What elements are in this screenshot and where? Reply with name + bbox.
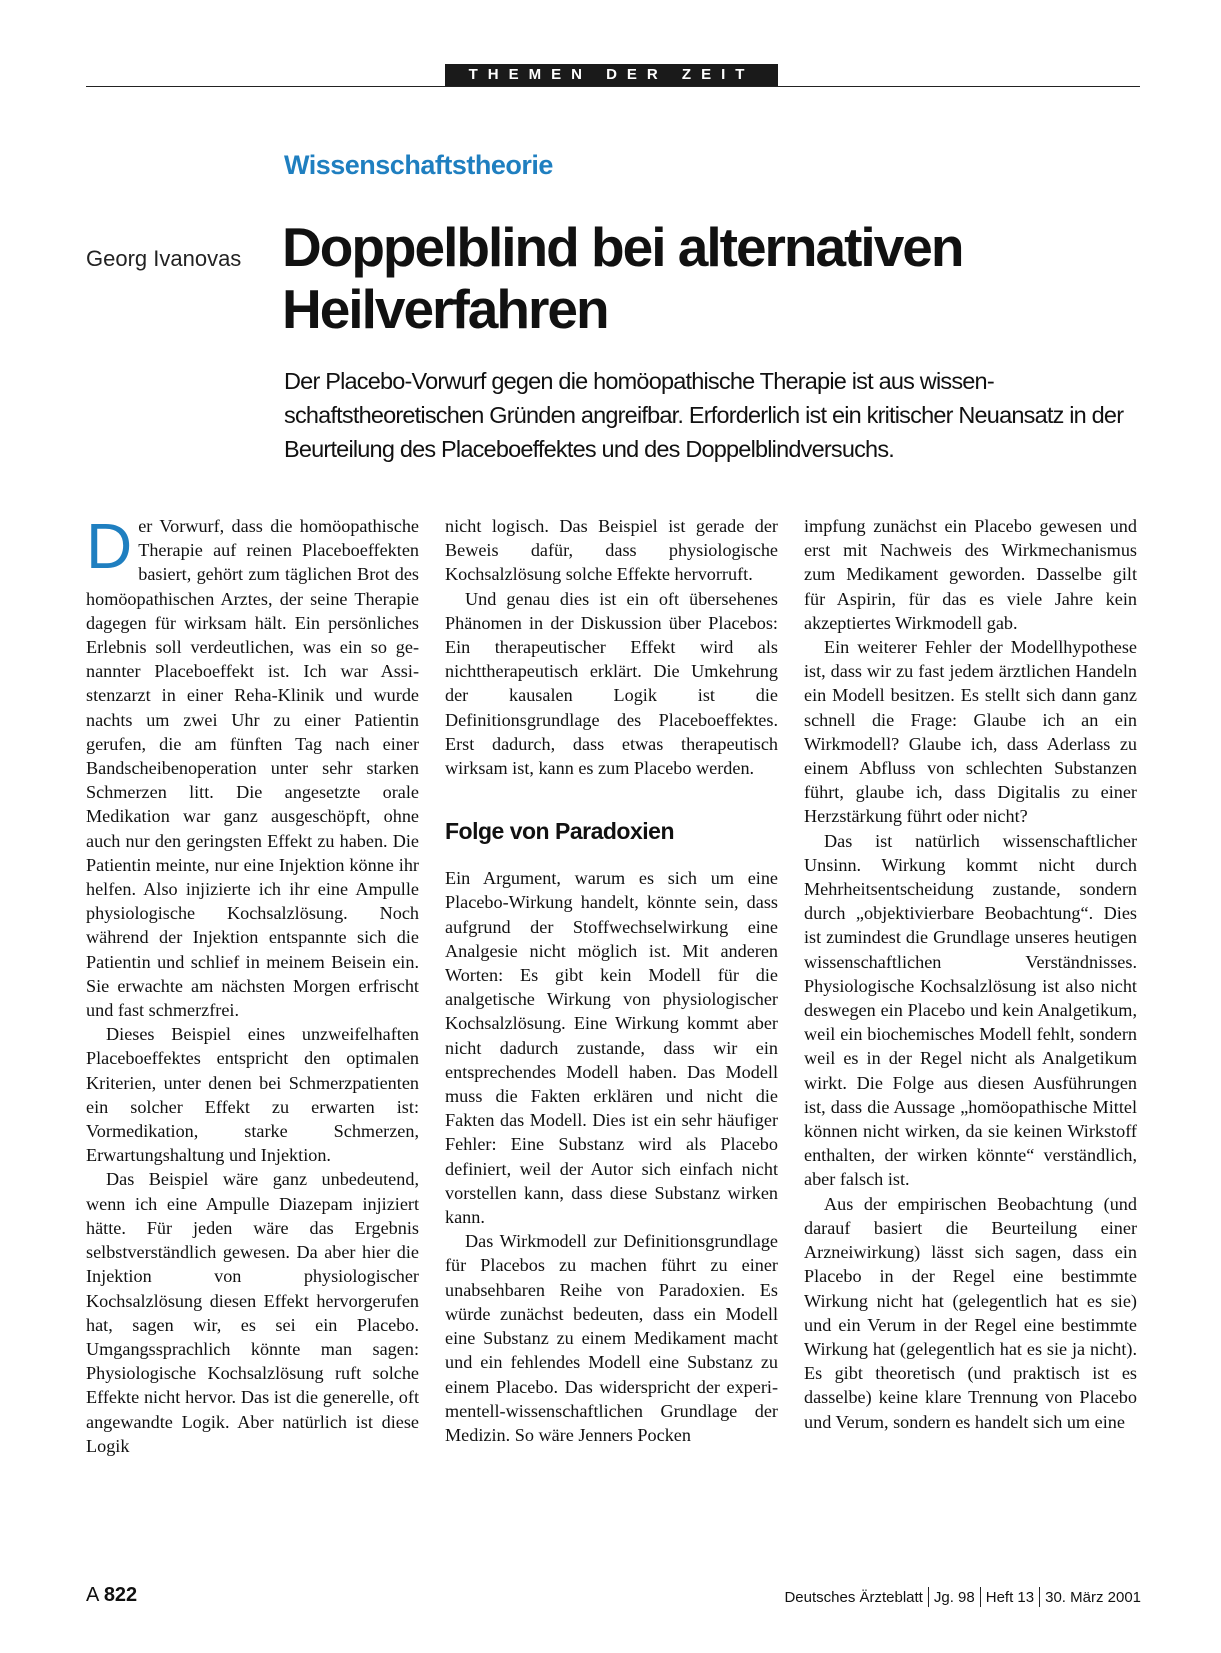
page-number-value: 822 [103,1584,138,1606]
page-number [86,1584,137,1607]
text-column-2 [445,514,778,1447]
article-author: Georg Ivanovas [86,246,242,271]
footer-divider [928,1587,929,1607]
paragraph: Das Beispiel wäre ganz unbedeutend, wenn ich eine Ampulle Diazepam injiziert hätte. Für jeden wäre das Ergebnis selbstverständlich gewesen. Da aber hier die Injektion von physiologischer Kochsalzlösung diesen Effekt hervorgerufen hat, sagen wir, es sei ein Placebo. Umgangssprachlich könnte man sagen: Physiologische Kochsalzlösung ruft solche Effekte nicht hervor. Das ist die generelle, oft angewandte Logik. Aber natürlich ist diese Logik [86,1169,419,1456]
article-title: Doppelblind bei alternativen Heilverfahren [282,216,963,340]
journal-name: Deutsches Ärzteblatt [784,1588,923,1606]
section-heading: Folge von Paradoxien [445,818,674,845]
journal-footer [784,1587,1141,1607]
paragraph-text: er Vorwurf, dass die homöopathische Therapie auf reinen Placeboeffekten basiert, gehört zum täglichen Brot des homöopathischen Arztes, der seine Therapie dagegen für wirksam hält. Ein persönliches Erlebnis soll verdeutlichen, was ein so genannter Placeboeffekt ist. Ich war Assistenzarzt in einer Reha-Klinik und wurde nachts um zwei Uhr zu einer Patientin gerufen, die am fünften Tag nach einer Bandscheibenoperation unter sehr starken Schmerzen litt. Die angesetzte orale Medikation war ganz ausgeschöpft, ohne auch nur den geringsten Effekt zu haben. Die Patientin meinte, nur eine Injektion könne ihr helfen. Also injizierte ich ihr eine Ampulle physiologische Kochsalzlösung. Noch während der Injektion entspannte sich die Patientin und schlief in meinem Beisein ein. Sie erwachte am nächsten Morgen erfrischt und fast schmerzfrei. [86,516,419,1021]
paragraph: Das ist natürlich wissenschaftlicher Unsinn. Wirkung kommt nicht durch Mehrheitsentscheidung zustande, sondern durch „objektivierbare Beobachtung“. Dies ist zumindest die Grundlage unseres heutigen wissenschaftlichen Verständnisses. Physiologische Kochsalzlösung ist also nicht deswegen ein Placebo und kein Analgetikum, weil ein biochemisches Modell fehlt, sondern weil es in der Regel nicht als Analgetikum wirkt. Die Folge aus diesen Ausführungen ist, dass die Aussage „homöopathische Mittel können nicht wirken, da sie keinen Wirkstoff enthalten, der wirken könnte“ verständlich, aber falsch ist. [804,830,1137,1190]
paragraph: Ein Argument, warum es sich um eine Placebo-Wirkung handelt, könnte sein, dass aufgrund der Stoffwechselwirkung eine Analgesie nicht möglich ist. Mit anderen Worten: Es gibt kein Modell für die analgetische Wirkung von physiologischer Kochsalzlösung. Eine Wirkung kommt aber nicht dadurch zustande, dass wir ein entsprechendes Modell haben. Das Modell muss die Fakten erklären und nicht die Fakten das Modell. Dies ist ein sehr häufiger Fehler: Eine Substanz wird als Placebo definiert, weil der Autor sich einfach nicht vorstellen kann, dass diese Substanz wirken kann. [445,868,778,1228]
footer-divider [1039,1587,1040,1607]
paragraph: impfung zunächst ein Placebo gewesen und erst mit Nachweis des Wirkmechanismus zum Medikament geworden. Dasselbe gilt für Aspirin, für das es viele Jahre kein akzeptiertes Wirkmodell gab. [804,516,1137,633]
paragraph: Ein weiterer Fehler der Modellhypothese ist, dass wir zu fast jedem ärztlichen Handeln ein Modell besitzen. Es stellt sich dann ganz schnell die Frage: Glaube ich an ein Wirkmodell? Glaube ich, dass Aderlass zu einem Abfluss von schlechten Substanzen führt, glaube ich, dass Digitalis zu einer Herzstärkung führt oder nicht? [804,637,1137,827]
journal-issue: Heft 13 [985,1588,1035,1606]
drop-cap: D [86,510,133,582]
page-prefix: A [86,1584,99,1606]
paragraph: Und genau dies ist ein oft übersehenes Phänomen in der Diskussion über Placebos: Ein therapeutischer Effekt wird als nichttherapeutisch erklärt. Die Umkehrung der kausalen Logik ist die Definitionsgrundlage des Placeboeffektes. Erst dadurch, dass etwas therapeutisch wirksam ist, kann es zum Placebo werden. [445,588,778,779]
text-column-3 [804,514,1137,1434]
article-kicker: Wissenschaftstheorie [284,150,553,180]
paragraph [86,510,419,1022]
journal-date: 30. März 2001 [1045,1588,1141,1606]
journal-volume: Jg. 98 [933,1588,975,1606]
footer-divider [980,1587,981,1607]
paragraph: Dieses Beispiel eines unzweifelhaften Placeboeffektes entspricht den optimalen Kriterien, unter denen bei Schmerzpatienten ein solcher Effekt zu erwarten ist: Vormedikation, starke Schmerzen, Erwartungshaltung und Injektion. [86,1024,419,1166]
text-column-1 [86,510,419,1458]
paragraph: Aus der empirischen Beobachtung (und darauf basiert die Beurteilung einer Arzneiwirkung) lässt sich sagen, dass ein Placebo in der Regel eine bestimmte Wirkung nicht hat (gelegentlich hat es sie) und ein Verum in der Regel eine bestimmte Wirkung hat (gelegentlich hat es sie ja nicht). Es gibt theoretisch (und praktisch ist es dasselbe) keine klare Trennung von Placebo und Verum, sondern es handelt sich um eine [804,1193,1137,1432]
section-label: THEMEN DER ZEIT [445,64,778,86]
paragraph: nicht logisch. Das Beispiel ist gerade der Beweis dafür, dass physiologische Kochsalzlösung solche Effekte hervorruft. [445,516,778,585]
header-rule [86,86,1140,87]
paragraph: Das Wirkmodell zur Definitionsgrundlage für Placebos zu machen führt zu einer unabsehbaren Reihe von Paradoxien. Es würde zunächst bedeuten, dass ein Modell eine Substanz zu einem Medikament macht und ein fehlendes Modell eine Substanz zu einem Placebo. Das widerspricht der experimentell-wissenschaftlichen Grundlage der Medizin. So wäre Jenners Pocken [445,1231,778,1445]
article-lead: Der Placebo-Vorwurf gegen die homöopathische Therapie ist aus wissenschaftstheoretischen Gründen angreifbar. Erforderlich ist ein kritischer Neuansatz in der Beurteilung des Placeboeffektes und des Doppelblindversuchs. [284,368,1124,462]
